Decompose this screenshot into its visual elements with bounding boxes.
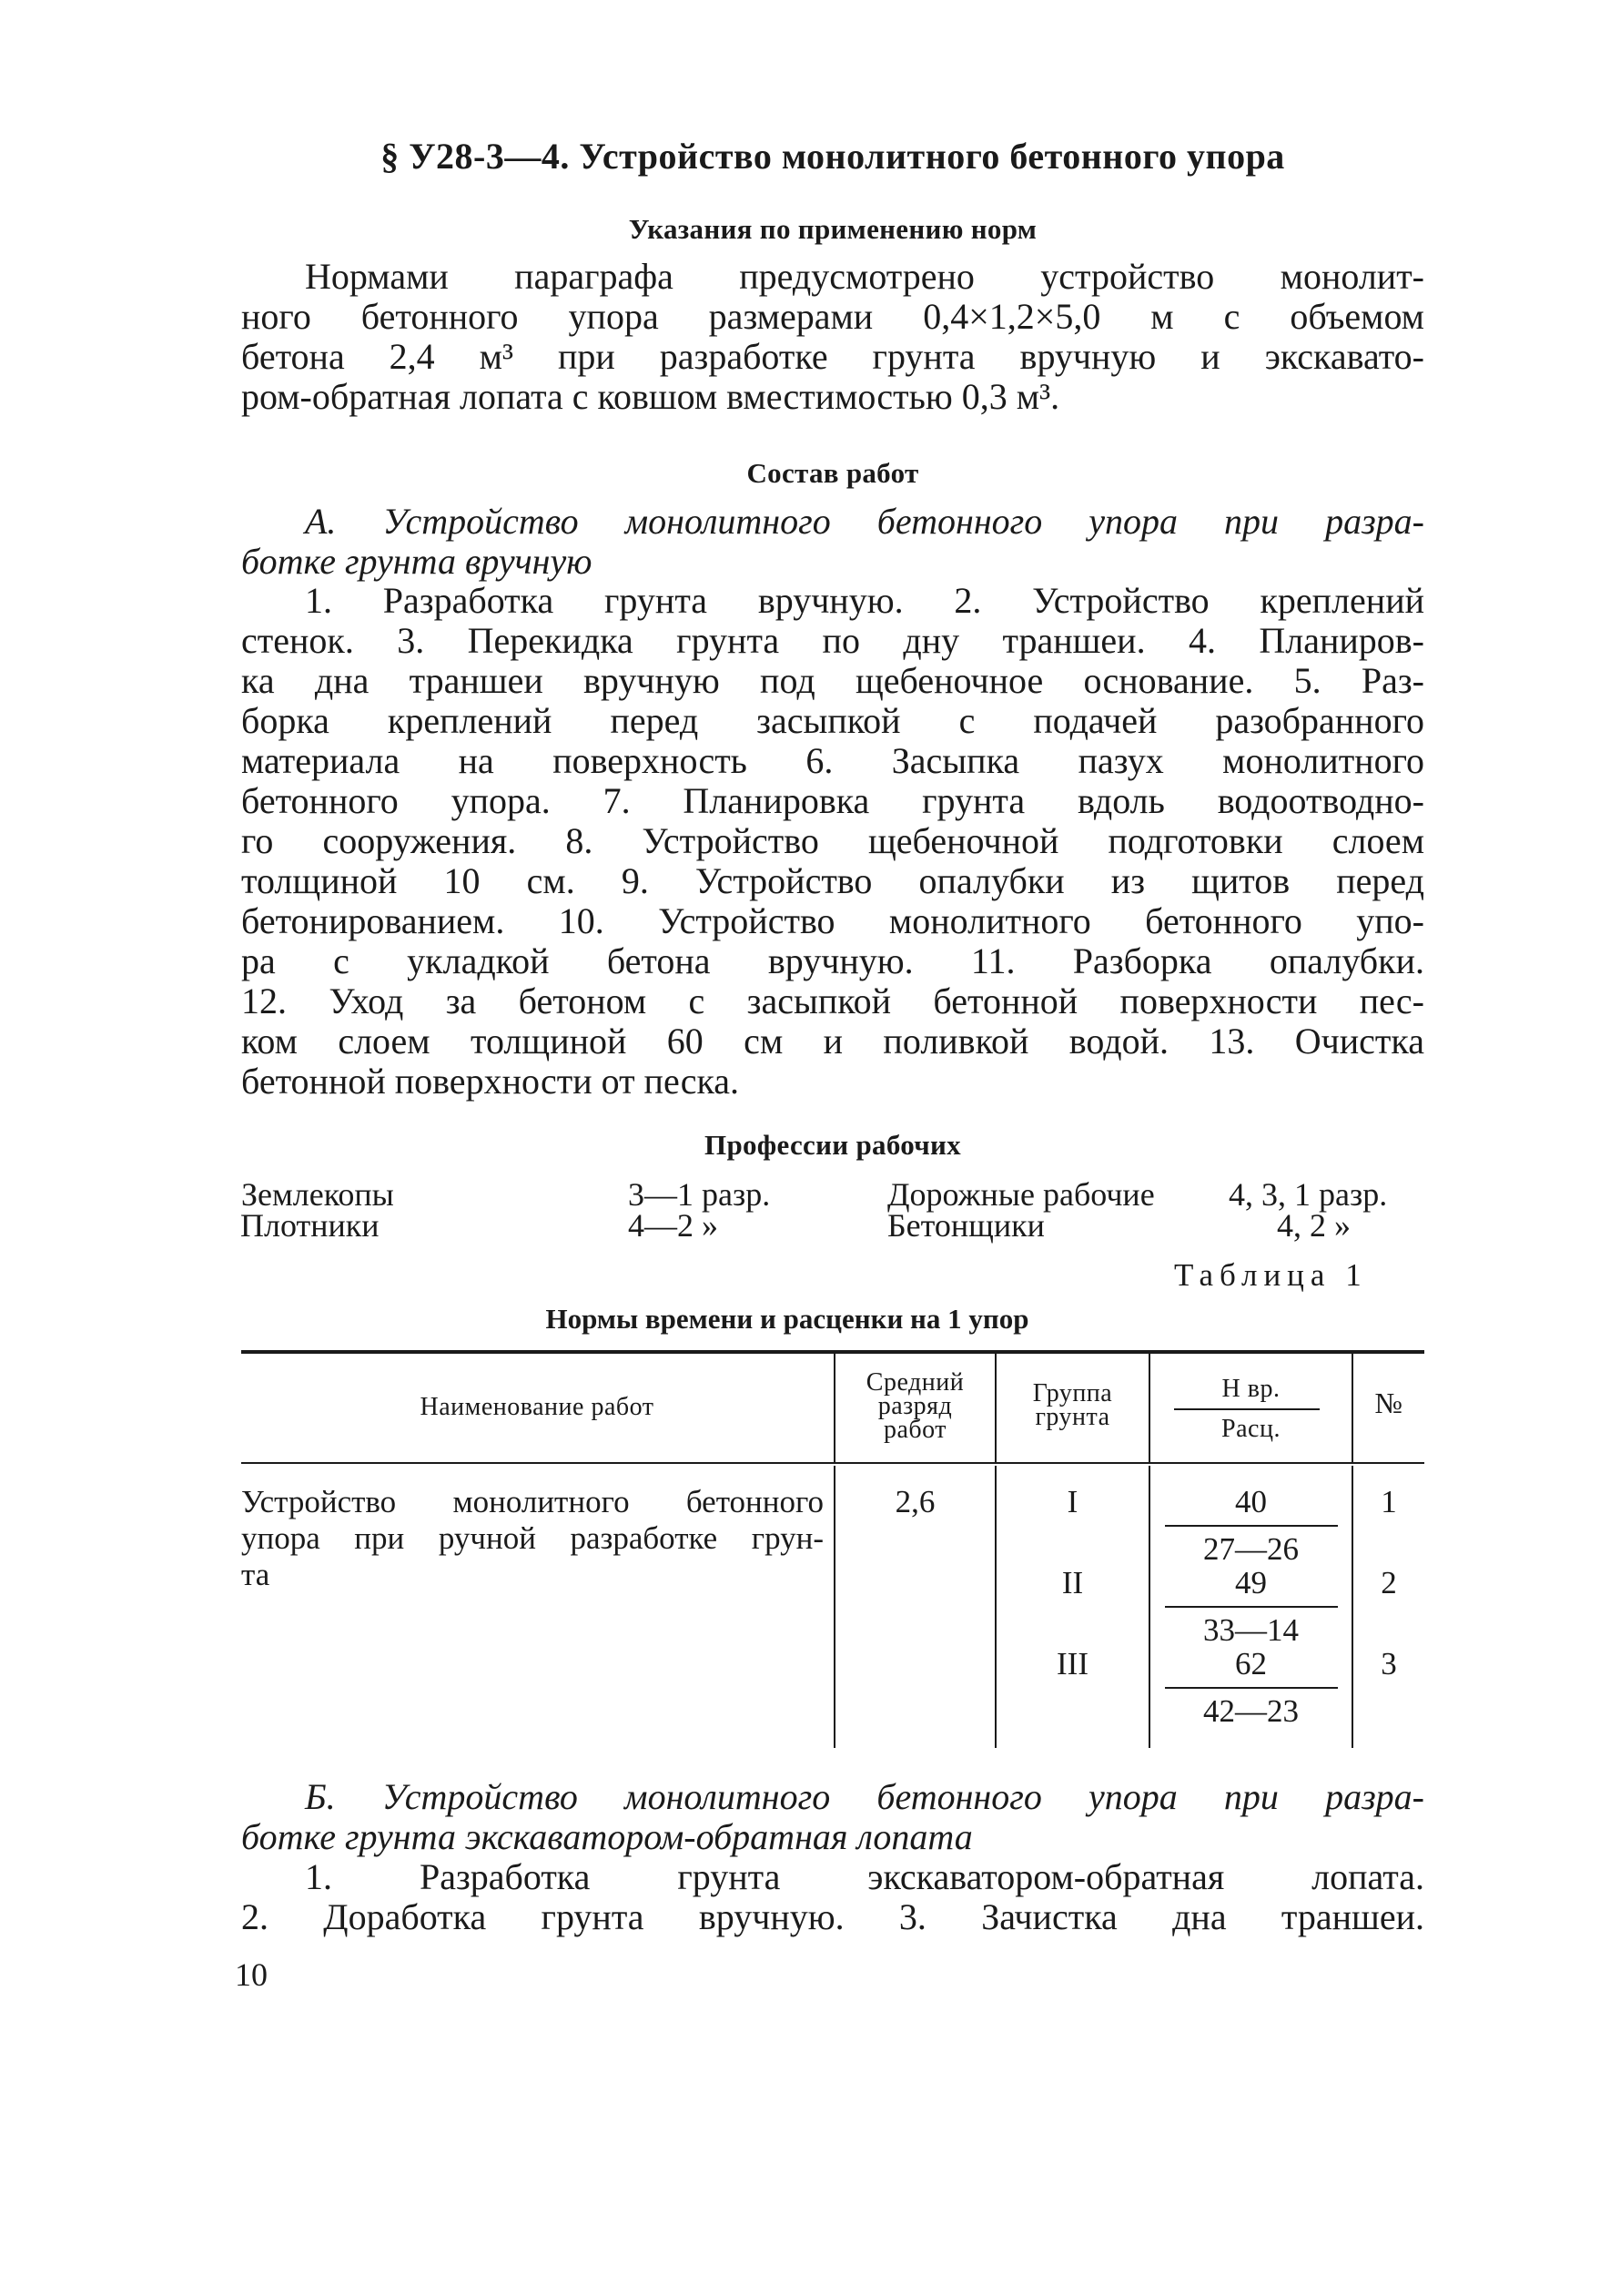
section-a-line: ка дна траншеи вручную под щебеночное основание. 5. Раз- bbox=[241, 660, 1424, 701]
table-row-group: III bbox=[1057, 1646, 1088, 1681]
table-row-price: 42—23 bbox=[1203, 1693, 1299, 1729]
section-a-line: толщиной 10 см. 9. Устройство опалубки из щитов перед bbox=[241, 860, 1424, 901]
section-b-title-line: Б. Устройство монолитного бетонного упора при разра- bbox=[305, 1776, 1424, 1817]
section-a-line: бетонной поверхности от песка. bbox=[241, 1061, 740, 1102]
table-row-group: II bbox=[1061, 1565, 1084, 1600]
section-a-line: ком слоем толщиной 60 см и поливкой водой. 13. Очистка bbox=[241, 1021, 1424, 1062]
col-header-no: № bbox=[1374, 1387, 1403, 1419]
col-header-norm: Н вр. bbox=[1221, 1375, 1281, 1403]
guidance-heading: Указания по применению норм bbox=[628, 213, 1038, 245]
section-a-line: стенок. 3. Перекидка грунта по дну траншеи. 4. Планиров- bbox=[241, 620, 1424, 661]
table-row-no: 2 bbox=[1381, 1565, 1397, 1600]
profession-name: Землекопы bbox=[241, 1176, 394, 1213]
section-a-title-line: А. Устройство монолитного бетонного упора при разра- bbox=[305, 501, 1424, 542]
composition-heading: Состав работ bbox=[746, 457, 919, 489]
guidance-line: бетона 2,4 м³ при разработке грунта вручную и экскавато- bbox=[241, 336, 1424, 377]
avg-grade: 2,6 bbox=[895, 1484, 936, 1519]
section-a-line: 12. Уход за бетоном с засыпкой бетонной поверхности пес- bbox=[241, 980, 1424, 1021]
guidance-line: ного бетонного упора размерами 0,4×1,2×5,0 м с объемом bbox=[241, 296, 1424, 337]
col-header-grade-line: разряд bbox=[877, 1392, 953, 1420]
section-a-line: бетонного упора. 7. Планировка грунта вдоль водоотводно- bbox=[241, 780, 1424, 821]
profession-grade: 4, 2 » bbox=[1277, 1207, 1351, 1244]
table-row-group: I bbox=[1067, 1484, 1078, 1519]
profession-grade: 4, 3, 1 разр. bbox=[1229, 1176, 1388, 1213]
table-row-norm: 49 bbox=[1235, 1565, 1267, 1600]
section-a-line: го сооружения. 8. Устройство щебеночной подготовки слоем bbox=[241, 820, 1424, 861]
section-a-line: борка креплений перед засыпкой с подачей разобранного bbox=[241, 700, 1424, 741]
section-b-line: 1. Разработка грунта экскаватором-обратная лопата. bbox=[305, 1856, 1424, 1897]
guidance-line: Нормами параграфа предусмотрено устройство монолит- bbox=[305, 256, 1424, 297]
page-number: 10 bbox=[235, 1956, 268, 1993]
section-b-line: 2. Доработка грунта вручную. 3. Зачистка дна траншеи. bbox=[241, 1896, 1424, 1937]
section-a-line: ра с укладкой бетона вручную. 11. Разборка опалубки. bbox=[241, 940, 1424, 981]
work-name-line: упора при ручной разработке грун- bbox=[241, 1520, 824, 1556]
table-row-price: 33—14 bbox=[1203, 1612, 1299, 1648]
profession-grade: 4—2 » bbox=[628, 1207, 718, 1244]
section-a-line: бетонированием. 10. Устройство монолитного бетонного упо- bbox=[241, 900, 1424, 941]
table-row-price: 27—26 bbox=[1203, 1531, 1299, 1567]
section-a-line: 1. Разработка грунта вручную. 2. Устройство креплений bbox=[305, 580, 1424, 621]
table-header-rule bbox=[241, 1462, 1424, 1464]
fraction-rule bbox=[1165, 1525, 1338, 1527]
work-name-line: та bbox=[241, 1557, 270, 1592]
profession-name: Дорожные рабочие bbox=[887, 1176, 1155, 1213]
guidance-line: ром-обратная лопата с ковшом вместимостью 0,3 м³. bbox=[241, 376, 1060, 417]
table-label: Таблица 1 bbox=[1174, 1257, 1368, 1293]
col-header-group-line: грунта bbox=[1035, 1403, 1110, 1431]
col-header-price: Расц. bbox=[1221, 1415, 1281, 1443]
col-header-group-line: Группа bbox=[1032, 1379, 1113, 1407]
work-name-line: Устройство монолитного бетонного bbox=[241, 1484, 824, 1519]
table-row-no: 1 bbox=[1381, 1484, 1397, 1519]
table-row-norm: 40 bbox=[1235, 1484, 1267, 1519]
fraction-rule bbox=[1165, 1687, 1338, 1689]
table-row-norm: 62 bbox=[1235, 1646, 1267, 1681]
profession-grade: 3—1 разр. bbox=[628, 1176, 771, 1213]
section-b-title-line: ботке грунта экскаватором-обратная лопата bbox=[241, 1816, 973, 1857]
professions-heading: Профессии рабочих bbox=[704, 1129, 961, 1161]
page-title: § У28-3—4. Устройство монолитного бетонного упора bbox=[380, 136, 1285, 177]
profession-name: Плотники bbox=[240, 1207, 380, 1244]
section-a-title-line: ботке грунта вручную bbox=[241, 541, 592, 582]
table-title: Нормы времени и расценки на 1 упор bbox=[545, 1303, 1029, 1335]
col-header-grade-line: Средний bbox=[866, 1368, 965, 1397]
fraction-rule bbox=[1165, 1606, 1338, 1608]
norm-fraction-rule bbox=[1174, 1408, 1320, 1410]
col-header-work: Наименование работ bbox=[420, 1393, 654, 1421]
col-header-grade-line: работ bbox=[883, 1416, 947, 1444]
section-a-line: материала на поверхность 6. Засыпка пазух монолитного bbox=[241, 740, 1424, 781]
profession-name: Бетонщики bbox=[887, 1207, 1045, 1244]
table-top-rule bbox=[241, 1350, 1424, 1354]
table-row-no: 3 bbox=[1381, 1646, 1397, 1681]
table-col-rule bbox=[1149, 1354, 1150, 1462]
